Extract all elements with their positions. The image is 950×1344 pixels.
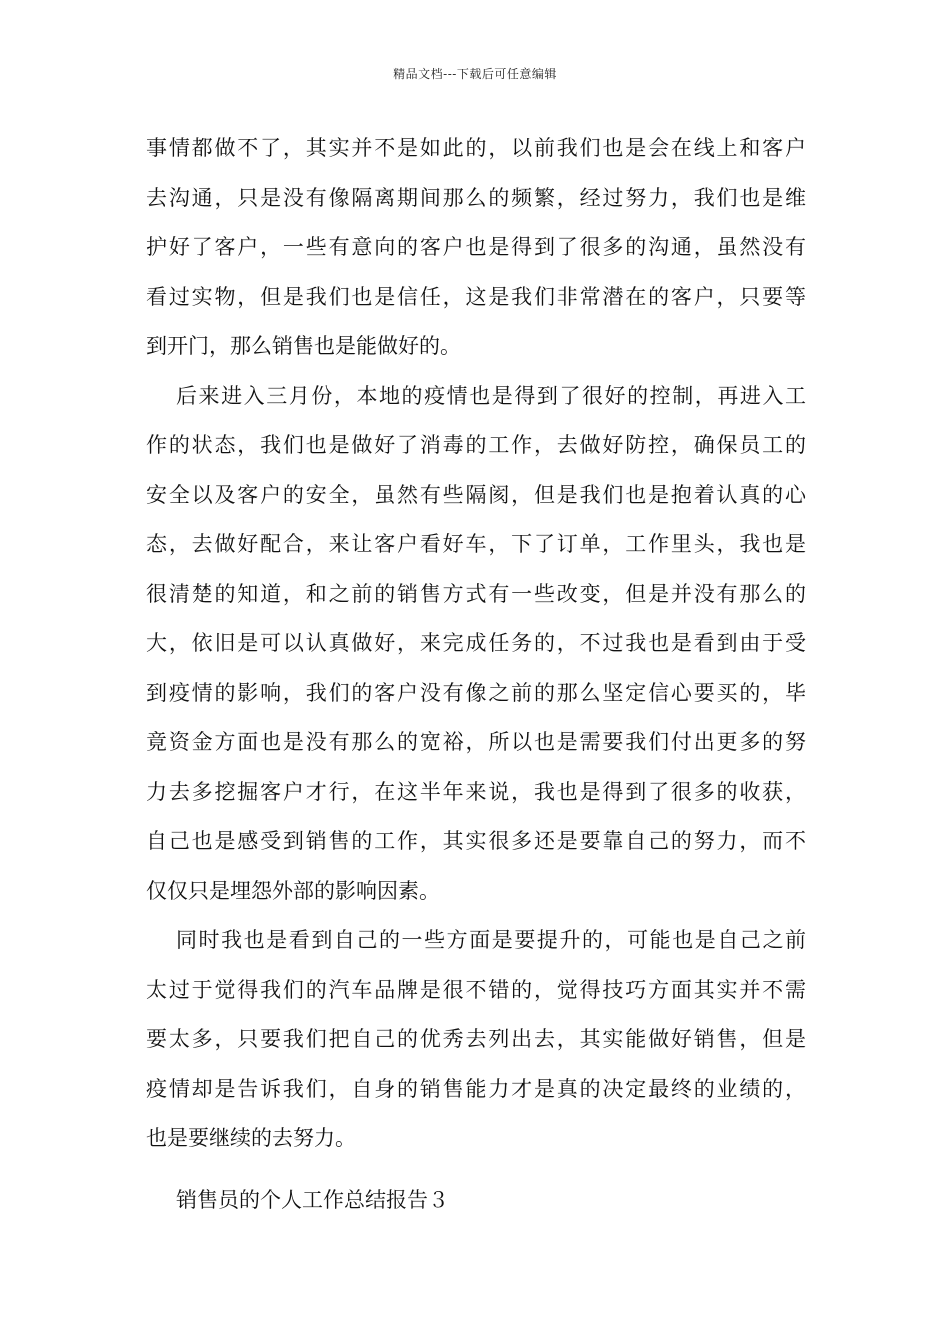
text-line: 自己也是感受到销售的工作，其实很多还是要靠自己的努力，而不 (146, 829, 806, 853)
text-line: 要太多，只要我们把自己的优秀去列出去，其实能做好销售，但是 (146, 1027, 806, 1051)
text-line: 力去多挖掘客户才行，在这半年来说，我也是得到了很多的收获， (146, 779, 806, 804)
text-line: 到开门，那么销售也是能做好的。 (146, 334, 461, 358)
text-line: 疫情却是告诉我们，自身的销售能力才是真的决定最终的业绩的， (146, 1076, 806, 1101)
text-line: 安全以及客户的安全，虽然有些隔阂，但是我们也是抱着认真的心 (146, 482, 806, 507)
page-header: 精品文档---下载后可任意编辑 (393, 67, 557, 81)
text-line: 护好了客户，一些有意向的客户也是得到了很多的沟通，虽然没有 (146, 235, 806, 259)
text-line: 到疫情的影响，我们的客户没有像之前的那么坚定信心要买的，毕 (146, 680, 806, 705)
text-line: 后来进入三月份，本地的疫情也是得到了很好的控制，再进入工 (176, 383, 806, 408)
document-body (146, 124, 806, 1164)
text-line: 大，依旧是可以认真做好，来完成任务的，不过我也是看到由于受 (146, 631, 806, 655)
text-line: 态，去做好配合，来让客户看好车，下了订单，工作里头，我也是 (146, 532, 806, 556)
text-line: 也是要继续的去努力。 (146, 1126, 356, 1150)
text-line: 去沟通，只是没有像隔离期间那么的频繁，经过努力，我们也是维 (146, 185, 806, 210)
text-line: 很清楚的知道，和之前的销售方式有一些改变，但是并没有那么的 (146, 581, 806, 606)
text-line: 太过于觉得我们的汽车品牌是很不错的，觉得技巧方面其实并不需 (146, 977, 806, 1002)
section-heading: 销售员的个人工作总结报告３ (176, 1188, 449, 1212)
text-line: 同时我也是看到自己的一些方面是要提升的，可能也是自己之前 (176, 928, 806, 952)
text-line: 竟资金方面也是没有那么的宽裕，所以也是需要我们付出更多的努 (146, 730, 806, 754)
text-line: 事情都做不了，其实并不是如此的，以前我们也是会在线上和客户 (146, 136, 806, 160)
text-line: 仅仅只是埋怨外部的影响因素。 (146, 878, 440, 903)
text-line: 看过实物，但是我们也是信任，这是我们非常潜在的客户，只要等 (146, 284, 806, 309)
text-line: 作的状态，我们也是做好了消毒的工作，去做好防控，确保员工的 (146, 433, 806, 457)
